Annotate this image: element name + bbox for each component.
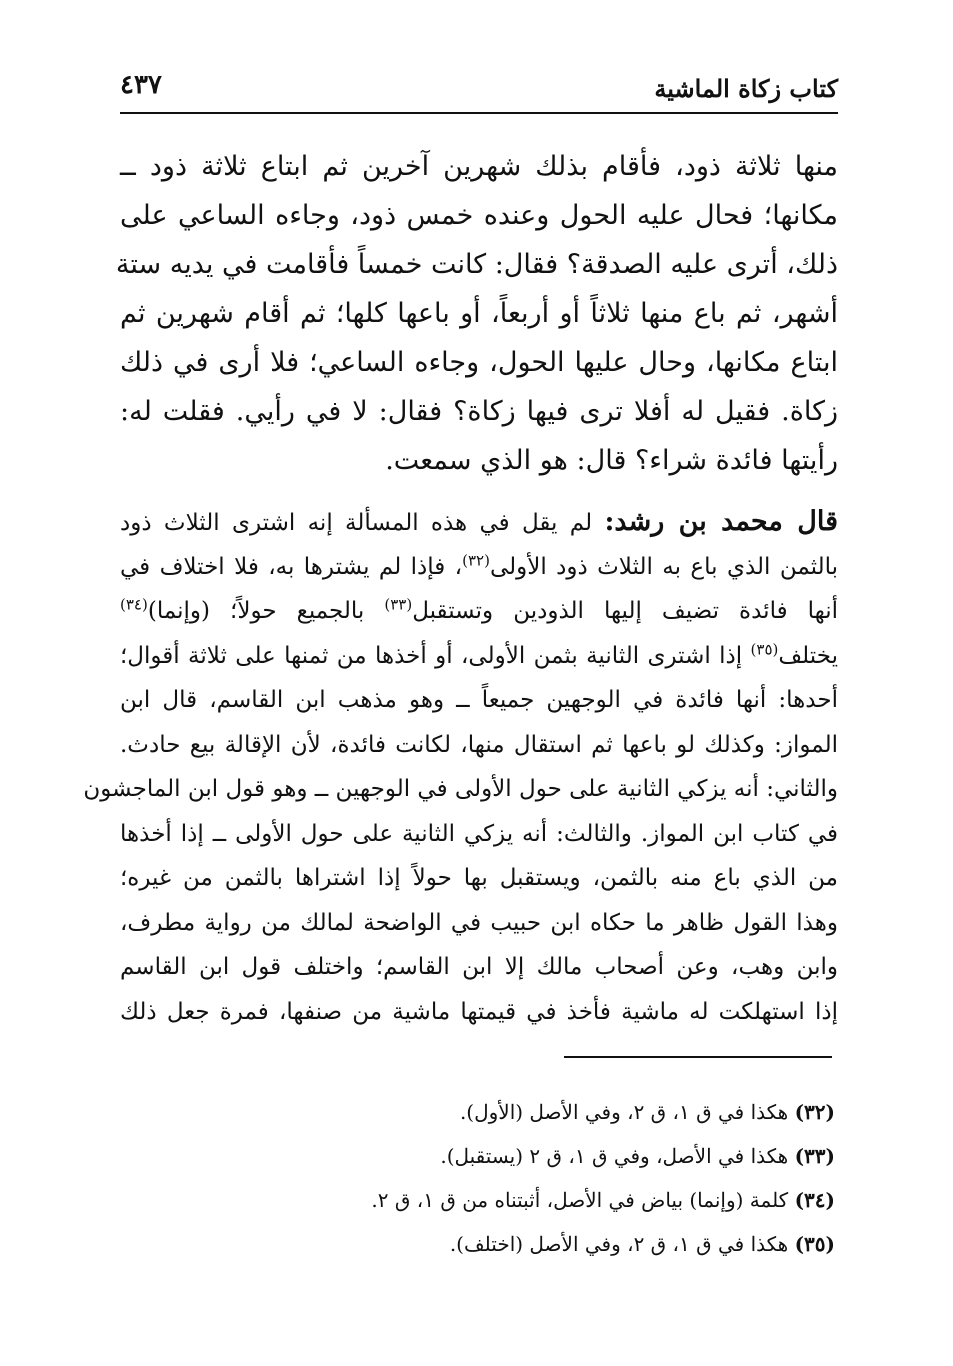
running-header — [120, 60, 838, 114]
footnote-ref: (٣٥) — [750, 639, 779, 658]
text-line: ذلك، أترى عليه الصدقة؟ فقال: كانت خمساً فأقامت في يديه ستة — [115, 249, 838, 280]
footnote-number: (٣٢) — [794, 1100, 835, 1124]
text-segment: يختلف — [778, 642, 838, 669]
text-line: أحدها: أنها فائدة في الوجهين جميعاً ــ وهو مذهب ابن القاسم، قال ابن — [120, 687, 838, 713]
footnote-number: (٣٤) — [794, 1188, 835, 1212]
text-line — [120, 500, 838, 545]
footnote — [135, 1090, 835, 1134]
text-line: إذا استهلكت له ماشية فأخذ في قيمتها ماشية من صنفها، فمرة جعل ذلك — [120, 998, 838, 1025]
footnote-ref: (٣٢) — [462, 550, 490, 569]
text-segment: ، فإذا لم يشترها به، فلا اختلاف في — [120, 553, 463, 580]
text-line: والثاني: أنه يزكي الثانية على حول الأولى في الوجهين ــ وهو قول ابن الماجشون — [83, 776, 838, 802]
page-number: ٤٣٧ — [120, 70, 162, 100]
footnote-ref: (٣٣) — [384, 595, 413, 614]
text-line: رأيتها فائدة شراء؟ قال: هو الذي سمعت. — [385, 445, 838, 476]
text-line — [120, 589, 838, 634]
footnote — [135, 1134, 835, 1178]
text-line: أشهر، ثم باع منها ثلاثاً أو أربعاً، أو باعها كلها؛ ثم أقام شهرين ثم — [120, 298, 838, 329]
footnote-text: هكذا في ق ١، ق ٢، وفي الأصل (الأول). — [459, 1100, 795, 1124]
footnote-text: كلمة (وإنما) بياض في الأصل، أثبتناه من ق ١، ق ٢. — [371, 1188, 795, 1212]
text-segment: بالثمن الذي باع به الثلاث ذود الأولى — [489, 553, 839, 580]
text-segment: بالجميع حولاً؛ (وإنما) — [147, 598, 385, 624]
text-segment: لم يقل في هذه المسألة إنه اشترى الثلاث ذود — [120, 510, 605, 536]
text-line: مكانها؛ فحال عليه الحول وعنده خمس ذود، وجاءه الساعي على — [120, 200, 838, 231]
text-line: وابن وهب، وعن أصحاب مالك إلا ابن القاسم؛ واختلف قول ابن القاسم — [120, 954, 838, 980]
footnote — [135, 1178, 835, 1222]
footnotes — [135, 1090, 835, 1266]
paragraph-commentary — [83, 500, 839, 1034]
header-title: كتاب زكاة الماشية — [654, 74, 838, 103]
text-line: وهذا القول ظاهر ما حكاه ابن حبيب في الواضحة لمالك من رواية مطرف، — [120, 909, 838, 936]
text-line — [120, 634, 838, 679]
text-segment: أنها فائدة تضيف إليها الذودين وتستقبل — [412, 598, 839, 624]
footnote-divider — [564, 1056, 832, 1058]
text-line — [120, 545, 838, 590]
text-line: ابتاع مكانها، وحال عليها الحول، وجاءه الساعي؛ فلا أرى في ذلك — [120, 347, 838, 378]
footnote-ref: (٣٤) — [120, 595, 148, 614]
text-line: من الذي باع منه بالثمن، ويستقبل بها حولاً إذا اشتراها بالثمن من غيره؛ — [120, 865, 838, 891]
speaker-name: قال محمد بن رشد: — [604, 506, 838, 537]
footnote — [135, 1222, 835, 1266]
text-line: زكاة. فقيل له أفلا ترى فيها زكاة؟ فقال: لا في رأيي. فقلت له: — [120, 396, 838, 427]
text-line: المواز: وكذلك لو باعها ثم استقال منها، لكانت فائدة، لأن الإقالة بيع حادث. — [120, 731, 838, 758]
footnote-text: هكذا في ق ١، ق ٢، وفي الأصل (اختلف). — [449, 1232, 795, 1256]
text-line: في كتاب ابن المواز. والثالث: أنه يزكي الثانية على حول الأولى ــ إذا أخذها — [120, 820, 838, 847]
paragraph-question — [115, 142, 838, 485]
footnote-number: (٣٣) — [794, 1144, 835, 1168]
text-segment: إذا اشترى الثانية بثمن الأولى، أو أخذها من ثمنها على ثلاثة أقوال؛ — [120, 642, 751, 669]
footnote-number: (٣٥) — [794, 1232, 835, 1256]
footnote-text: هكذا في الأصل، وفي ق ١، ق ٢ (يستقبل). — [440, 1144, 795, 1168]
text-line: منها ثلاثة ذود، فأقام بذلك شهرين آخرين ثم ابتاع ثلاثة ذود ــ — [120, 151, 838, 182]
